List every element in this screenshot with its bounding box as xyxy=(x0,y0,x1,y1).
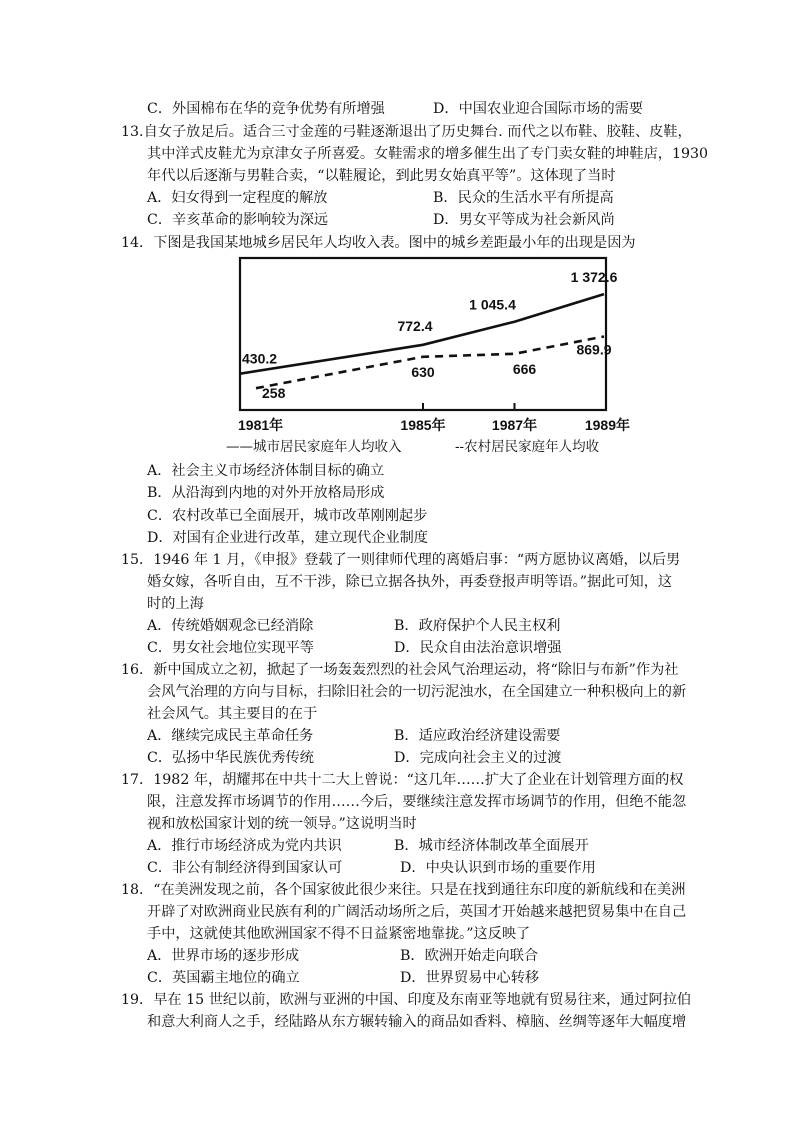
q14-option-c: C．农村改革已全面展开，城市改革刚刚起步 xyxy=(147,508,428,524)
x-tick-label: 1981年 xyxy=(238,417,284,433)
q16-stem-line-1: 16．新中国成立之初，掀起了一场轰轰烈烈的社会风气治理运动，将“除旧与布新”作为社 xyxy=(121,662,679,678)
income-chart xyxy=(236,256,636,436)
q16-stem-line-2: 会风气治理的方向与目标，扫除旧社会的一切污泥浊水，在全国建立一种积极向上的新 xyxy=(147,684,687,700)
q15-option-c: C．男女社会地位实现平等 xyxy=(147,640,314,656)
q13-option-b: B．民众的生活水平有所提高 xyxy=(433,190,614,206)
q14-option-a: A．社会主义市场经济体制目标的确立 xyxy=(147,463,385,479)
q18-stem-line-2: 开辟了对欧洲商业民族有利的广阔活动场所之后，英国才开始越来越把贸易集中在自己 xyxy=(147,904,687,920)
q18-option-c: C．英国霸主地位的确立 xyxy=(147,970,300,986)
income-chart-svg xyxy=(236,256,636,436)
q18-option-a: A．世界市场的逐步形成 xyxy=(147,948,300,964)
q15-stem-line-2: 婚女嫁，各听自由，互不干涉，除已立据各执外，再委登报声明等语。”据此可知，这 xyxy=(147,574,673,590)
q19-stem-line-1: 19．早在 15 世纪以前，欧洲与亚洲的中国、印度及东南亚等地就有贸易往来，通过阿拉伯 xyxy=(121,992,692,1008)
q16-option-d: D．完成向社会主义的过渡 xyxy=(394,750,562,766)
q15-option-a: A．传统婚姻观念已经消除 xyxy=(147,618,314,634)
q17-option-a: A．推行市场经济成为党内共识 xyxy=(147,838,342,854)
q18-stem-line-1: 18．“在美洲发现之前，各个国家彼此很少来往。只是在找到通往东印度的新航线和在美洲 xyxy=(121,882,686,898)
legend-rural: --农村居民家庭年人均收 xyxy=(455,439,600,455)
chart-frame xyxy=(240,258,606,410)
x-tick-label: 1989年 xyxy=(584,417,630,433)
q16-stem-line-3: 社会风气。其主要目的在于 xyxy=(147,706,318,722)
q15-option-d: D．民众自由法治意识增强 xyxy=(394,640,562,656)
q14-option-d: D．对国有企业进行改革，建立现代企业制度 xyxy=(147,530,428,546)
data-label: 630 xyxy=(411,363,435,380)
q18-option-b: B．欧洲开始走向联合 xyxy=(400,948,539,964)
urban-income-line xyxy=(240,294,604,374)
q13-option-a: A．妇女得到一定程度的解放 xyxy=(147,190,328,206)
q13-stem-line-1: 13.自女子放足后。适合三寸金莲的弓鞋逐渐退出了历史舞台. 而代之以布鞋、胶鞋、皮鞋， xyxy=(121,124,692,140)
data-label: 1 372.6 xyxy=(570,269,618,286)
q17-stem-line-3: 视和放松国家计划的统一领导。”这说明当时 xyxy=(147,816,417,832)
q17-stem-line-1: 17．1982 年，胡耀邦在中共十二大上曾说：“这几年……扩大了企业在计划管理方面的权 xyxy=(121,772,684,788)
data-label: 430.2 xyxy=(242,350,278,367)
q12-option-c: C．外国棉布在华的竞争优势有所增强 xyxy=(147,101,385,117)
q12-option-d: D．中国农业迎合国际市场的需要 xyxy=(433,101,644,117)
q17-option-d: D．中央认识到市场的重要作用 xyxy=(400,860,596,876)
x-tick-label: 1985年 xyxy=(400,417,446,433)
q15-option-b: B．政府保护个人民主权利 xyxy=(394,618,561,634)
q18-option-d: D．世界贸易中心转移 xyxy=(400,970,540,986)
q17-option-b: B．城市经济体制改革全面展开 xyxy=(394,838,589,854)
data-label: 869.9 xyxy=(576,341,612,358)
q17-stem-line-2: 限，注意发挥市场调节的作用……今后，要继续注意发挥市场调节的作用，但绝不能忽 xyxy=(147,794,687,810)
q15-stem-line-3: 时的上海 xyxy=(147,596,204,612)
data-label: 772.4 xyxy=(397,317,433,334)
q16-option-a: A．继续完成民主革命任务 xyxy=(147,728,314,744)
q19-stem-line-2: 和意大利商人之手，经陆路从东方辗转输入的商品如香料、樟脑、丝绸等逐年大幅度增 xyxy=(147,1014,687,1030)
q15-stem-line-1: 15．1946 年 1 月，《申报》登载了一则律师代理的离婚启事：“两方愿协议离婚，以后男 xyxy=(121,552,681,568)
q16-option-b: B．适应政治经济建设需要 xyxy=(394,728,561,744)
q14-stem-line-1: 14．下图是我国某地城乡居民年人均收入表。图中的城乡差距最小年的出现是因为 xyxy=(121,235,636,251)
x-tick-label: 1987年 xyxy=(491,417,538,433)
data-label: 258 xyxy=(262,385,286,402)
q13-option-d: D．男女平等成为社会新风尚 xyxy=(433,212,615,228)
legend-urban: ——城市居民家庭年人均收入 xyxy=(226,439,402,455)
q16-option-c: C．弘扬中华民族优秀传统 xyxy=(147,750,314,766)
q17-option-c: C．非公有制经济得到国家认可 xyxy=(147,860,343,876)
q13-stem-line-3: 年代以后逐渐与男鞋合卖，“以鞋履论，到此男女始真平等”。这体现了当时 xyxy=(147,168,616,184)
x-axis-labels xyxy=(238,417,630,433)
q18-stem-line-3: 手中，这就使其他欧洲国家不得不日益紧密地靠拢。”这反映了 xyxy=(147,926,531,942)
q14-option-b: B．从沿海到内地的对外开放格局形成 xyxy=(147,485,385,501)
q13-stem-line-2: 其中洋式皮鞋尤为京津女子所喜爱。女鞋需求的增多催生出了专门卖女鞋的坤鞋店，1930 xyxy=(147,146,709,162)
data-label: 1 045.4 xyxy=(469,296,516,313)
q13-option-c: C．辛亥革命的影响较为深远 xyxy=(147,212,329,228)
data-label: 666 xyxy=(512,360,537,377)
